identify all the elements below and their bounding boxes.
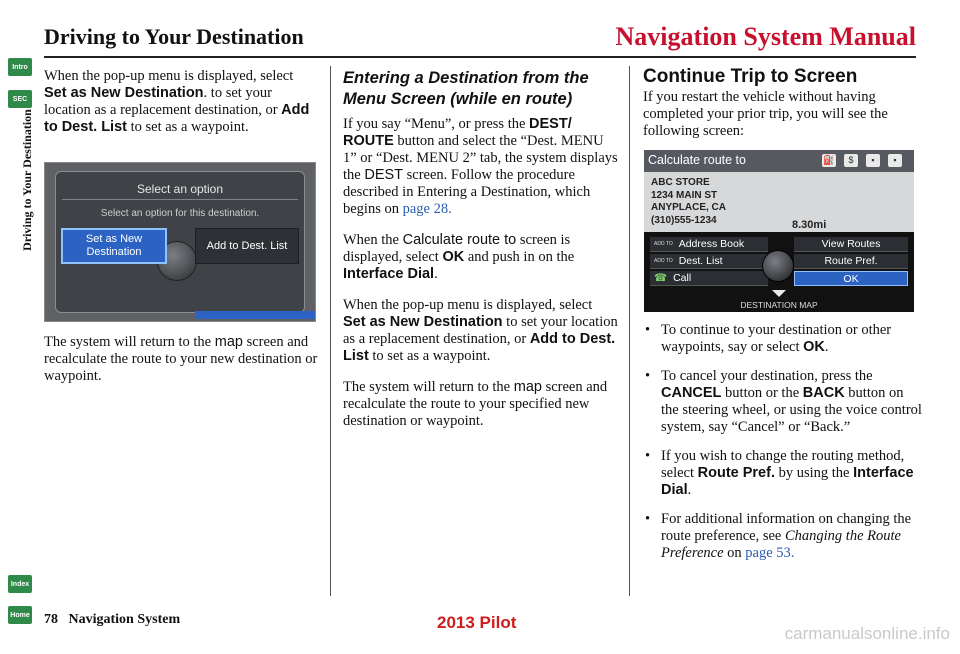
popup-subtitle: Select an option for this destination. [100,208,260,219]
select-option-screenshot [44,162,316,322]
index-tab[interactable]: Index [8,575,32,593]
destination-map-label: DESTINATION MAP [740,300,818,310]
destination-address: ABC STORE 1234 MAIN ST ANYPLACE, CA (310)555-1234 [644,172,914,232]
column-2 [343,68,618,444]
list-item: • To continue to your destination or other waypoints, say or select OK. [643,322,923,356]
column-1 [44,68,319,150]
col3-intro: If you restart the vehicle without having completed your prior trip, you will see the following screen: [643,89,888,139]
page-53-link[interactable]: page 53. [745,545,795,561]
col1-paragraph-2: The system will return to the map screen and recalculate the route to your new destination or waypoint. [44,334,318,384]
column-3-bullets [643,322,923,574]
continue-trip-bullet-list [643,322,923,562]
address-book-button[interactable]: ADD TO Address Book [650,237,768,252]
site-watermark: carmanualsonline.info [784,624,950,643]
column-1-lower [44,334,319,399]
section-heading-continue-trip: Continue Trip to Screen [643,66,858,87]
list-item: • If you wish to change the routing method, select Route Pref. by using the Interface Dial. [643,448,923,499]
sec-tab[interactable]: SEC [8,90,32,108]
column-divider-1 [330,66,331,596]
lodging-icon: ▪ [888,154,902,167]
atm-icon: $ [844,154,858,167]
manual-title: Navigation System Manual [615,22,916,51]
set-as-new-destination-button[interactable]: Set as New Destination [61,228,167,264]
restaurant-icon: ▪ [866,154,880,167]
col2-paragraph-1: If you say “Menu”, or press the DEST/ ROUTE button and select the “Dest. MENU 1” or “Dest. MENU 2” tab, the system displays the DEST screen. Follow the procedure described in Entering a Destination, which begins on page 28. [343,116,618,217]
col1-paragraph-1: When the pop-up menu is displayed, select Set as New Destination. to set your location as a replacement destination, or Add to Dest. List to set as a waypoint. [44,68,310,135]
header-rule [44,56,916,58]
home-tab[interactable]: Home [8,606,32,624]
model-watermark: 2013 Pilot [437,613,517,632]
page-number: 78 [44,612,58,627]
side-chapter-label: Driving to Your Destination [20,109,34,251]
column-3 [643,68,923,154]
col2-paragraph-2: When the Calculate route to screen is displayed, select OK and push in on the Interface Dial. [343,232,575,282]
calculate-route-screenshot [644,150,914,312]
phone-icon: ☎ [654,272,668,284]
column-divider-2 [629,66,630,596]
book-title: Navigation System [68,612,181,627]
list-item: • To cancel your destination, press the CANCEL button or the BACK button on the steering wheel, or using the voice control system, say “Cancel” or “Back.” [643,368,923,436]
popup-title: Select an option [136,182,224,196]
col2-paragraph-3: When the pop-up menu is displayed, select Set as New Destination to set your location as a replacement destination, or Add to Dest. List to set as a waypoint. [343,297,618,364]
distance-value: 8.30mi [792,219,827,231]
list-item: • For additional information on changing the route preference, see Changing the Route Preference on page 53. [643,511,923,562]
call-button[interactable]: ☎ Call [650,271,768,286]
col2-paragraph-4: The system will return to the map screen and recalculate the route to your specified new destination or waypoint. [343,379,608,429]
interface-dial-icon [762,250,794,282]
calculate-route-title: Calculate route to [644,150,914,172]
page-28-link[interactable]: page 28. [402,201,452,217]
route-pref-button[interactable]: Route Pref. [794,254,908,269]
section-heading-menu-screen: Entering a Destination from the Menu Screen (while en route) [343,69,589,108]
parking-icon: ⛽ [823,155,835,165]
page-footer [44,612,180,628]
view-routes-button[interactable]: View Routes [794,237,908,252]
intro-tab[interactable]: Intro [8,58,32,76]
down-arrow-icon [772,290,786,297]
page-section-title: Driving to Your Destination [44,24,304,49]
ok-button[interactable]: OK [794,271,908,286]
dest-list-button[interactable]: ADD TO Dest. List [650,254,768,269]
add-to-dest-list-button[interactable]: Add to Dest. List [195,228,299,264]
